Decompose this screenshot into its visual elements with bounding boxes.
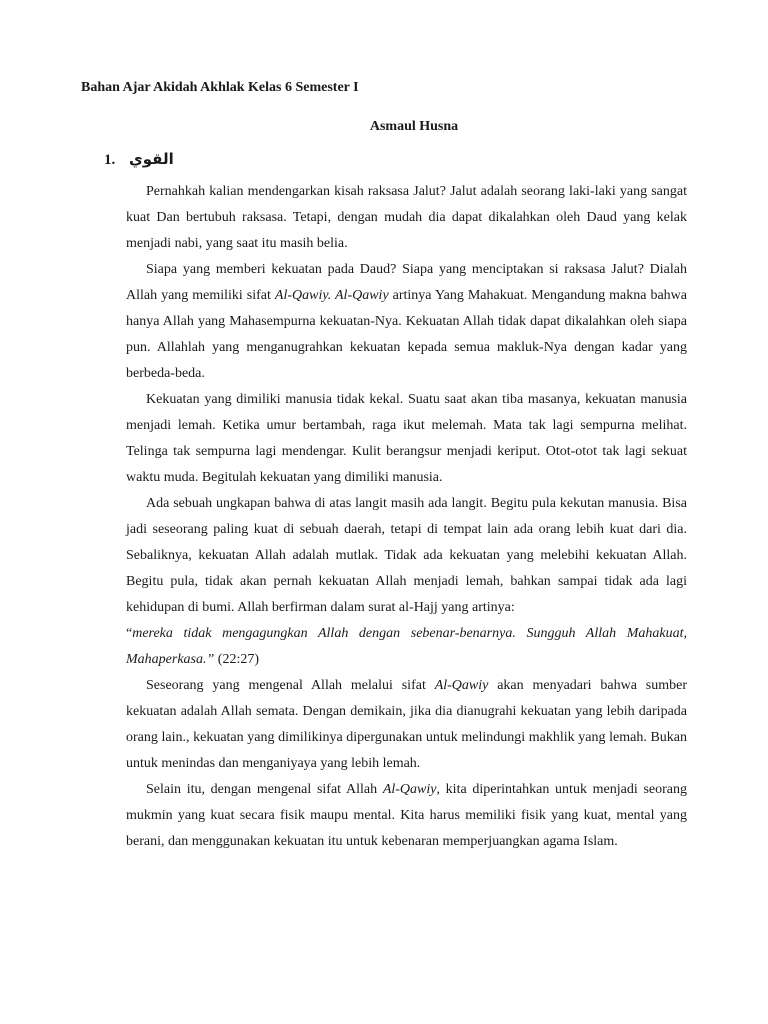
item-number: 1. xyxy=(104,152,116,168)
paragraph-6-text-a: Selain itu, dengan mengenal sifat Allah xyxy=(146,782,383,797)
paragraph-6-italic-term: Al-Qawiy xyxy=(382,782,437,797)
paragraph-2-text-a: Siapa yang memberi kekuatan pada Daud? Siapa yang menciptakan si raksasa Jalut? Dialah Allah yang memiliki sifat xyxy=(126,262,687,303)
paragraph-6-text-c: , kita diperintahkan untuk menjadi seorang mukmin yang kuat secara fisik maupu mental. Kita harus memiliki fisik yang kuat, mental yang berani, dan menggunakan kekuatan itu untuk kebenaran memperjuangkan agama Islam. xyxy=(126,782,687,849)
paragraph-5-italic-term: Al-Qawiy xyxy=(434,678,489,693)
quote-text: mereka tidak mengagungkan Allah dengan sebenar-benarnya. Sungguh Allah Mahakuat, Mahaperkasa.” xyxy=(126,626,687,667)
paragraph-5 xyxy=(126,673,687,777)
quranic-quote xyxy=(126,621,687,673)
paragraph-2-italic-term: Al-Qawiy. Al-Qawiy xyxy=(274,288,389,303)
paragraph-5-text-c: akan menyadari bahwa sumber kekuatan adalah Allah semata. Dengan demikain, jika dia dianugrahi kekuatan yang lebih daripada orang lain., kekuatan yang dimilikinya dipergunakan untuk melindungi makhlik yang lemah. Bukan untuk menindas dan menganiyaya yang lebih lemah. xyxy=(126,678,688,771)
quote-open-mark: “ xyxy=(126,626,133,641)
document-body xyxy=(126,179,687,855)
section-title: Asmaul Husna xyxy=(369,119,459,134)
item-arabic-term: القوي xyxy=(129,150,174,168)
item-heading xyxy=(104,150,174,169)
paragraph-1: Pernahkah kalian mendengarkan kisah raksasa Jalut? Jalut adalah seorang laki-laki yang sangat kuat Dan bertubuh raksasa. Tetapi, dengan mudah dia dapat dikalahkan oleh Daud yang kelak menjadi nabi, yang saat itu masih belia. xyxy=(126,184,687,251)
document-title: Bahan Ajar Akidah Akhlak Kelas 6 Semester I xyxy=(81,80,359,95)
paragraph-4: Ada sebuah ungkapan bahwa di atas langit masih ada langit. Begitu pula kekutan manusia. Bisa jadi seseorang paling kuat di sebuah daerah, tetapi di tempat lain ada orang lebih kuat dari dia. Sebaliknya, kekuatan Allah adalah mutlak. Tidak ada kekuatan yang melebihi kekuatan Allah. Begitu pula, tidak akan pernah kekuatan Allah menjadi lemah, bahkan sampai tidak ada lagi kehidupan di bumi. Allah berfirman dalam surat al-Hajj yang artinya: xyxy=(126,496,687,615)
quote-reference: (22:27) xyxy=(214,652,259,667)
paragraph-2-text-c: artinya Yang Mahakuat. Mengandung makna bahwa hanya Allah yang Mahasempurna kekuatan-Nya. Kekuatan Allah tidak dapat dikalahkan oleh siapa pun. Allahlah yang menganugrahkan kekuatan kepada semua makluk-Nya dengan kadar yang berbeda-beda. xyxy=(126,288,687,381)
paragraph-6 xyxy=(126,777,687,855)
paragraph-3: Kekuatan yang dimiliki manusia tidak kekal. Suatu saat akan tiba masanya, kekuatan manusia menjadi lemah. Ketika umur bertambah, raga ikut melemah. Mata tak lagi sempurna melihat. Telinga tak sempurna lagi mendengar. Kulit berangsur menjadi keriput. Otot-otot tak lagi sekuat waktu muda. Begitulah kekuatan yang dimiliki manusia. xyxy=(126,392,687,485)
paragraph-2 xyxy=(126,257,687,387)
paragraph-5-text-a: Seseorang yang mengenal Allah melalui sifat xyxy=(146,678,435,693)
